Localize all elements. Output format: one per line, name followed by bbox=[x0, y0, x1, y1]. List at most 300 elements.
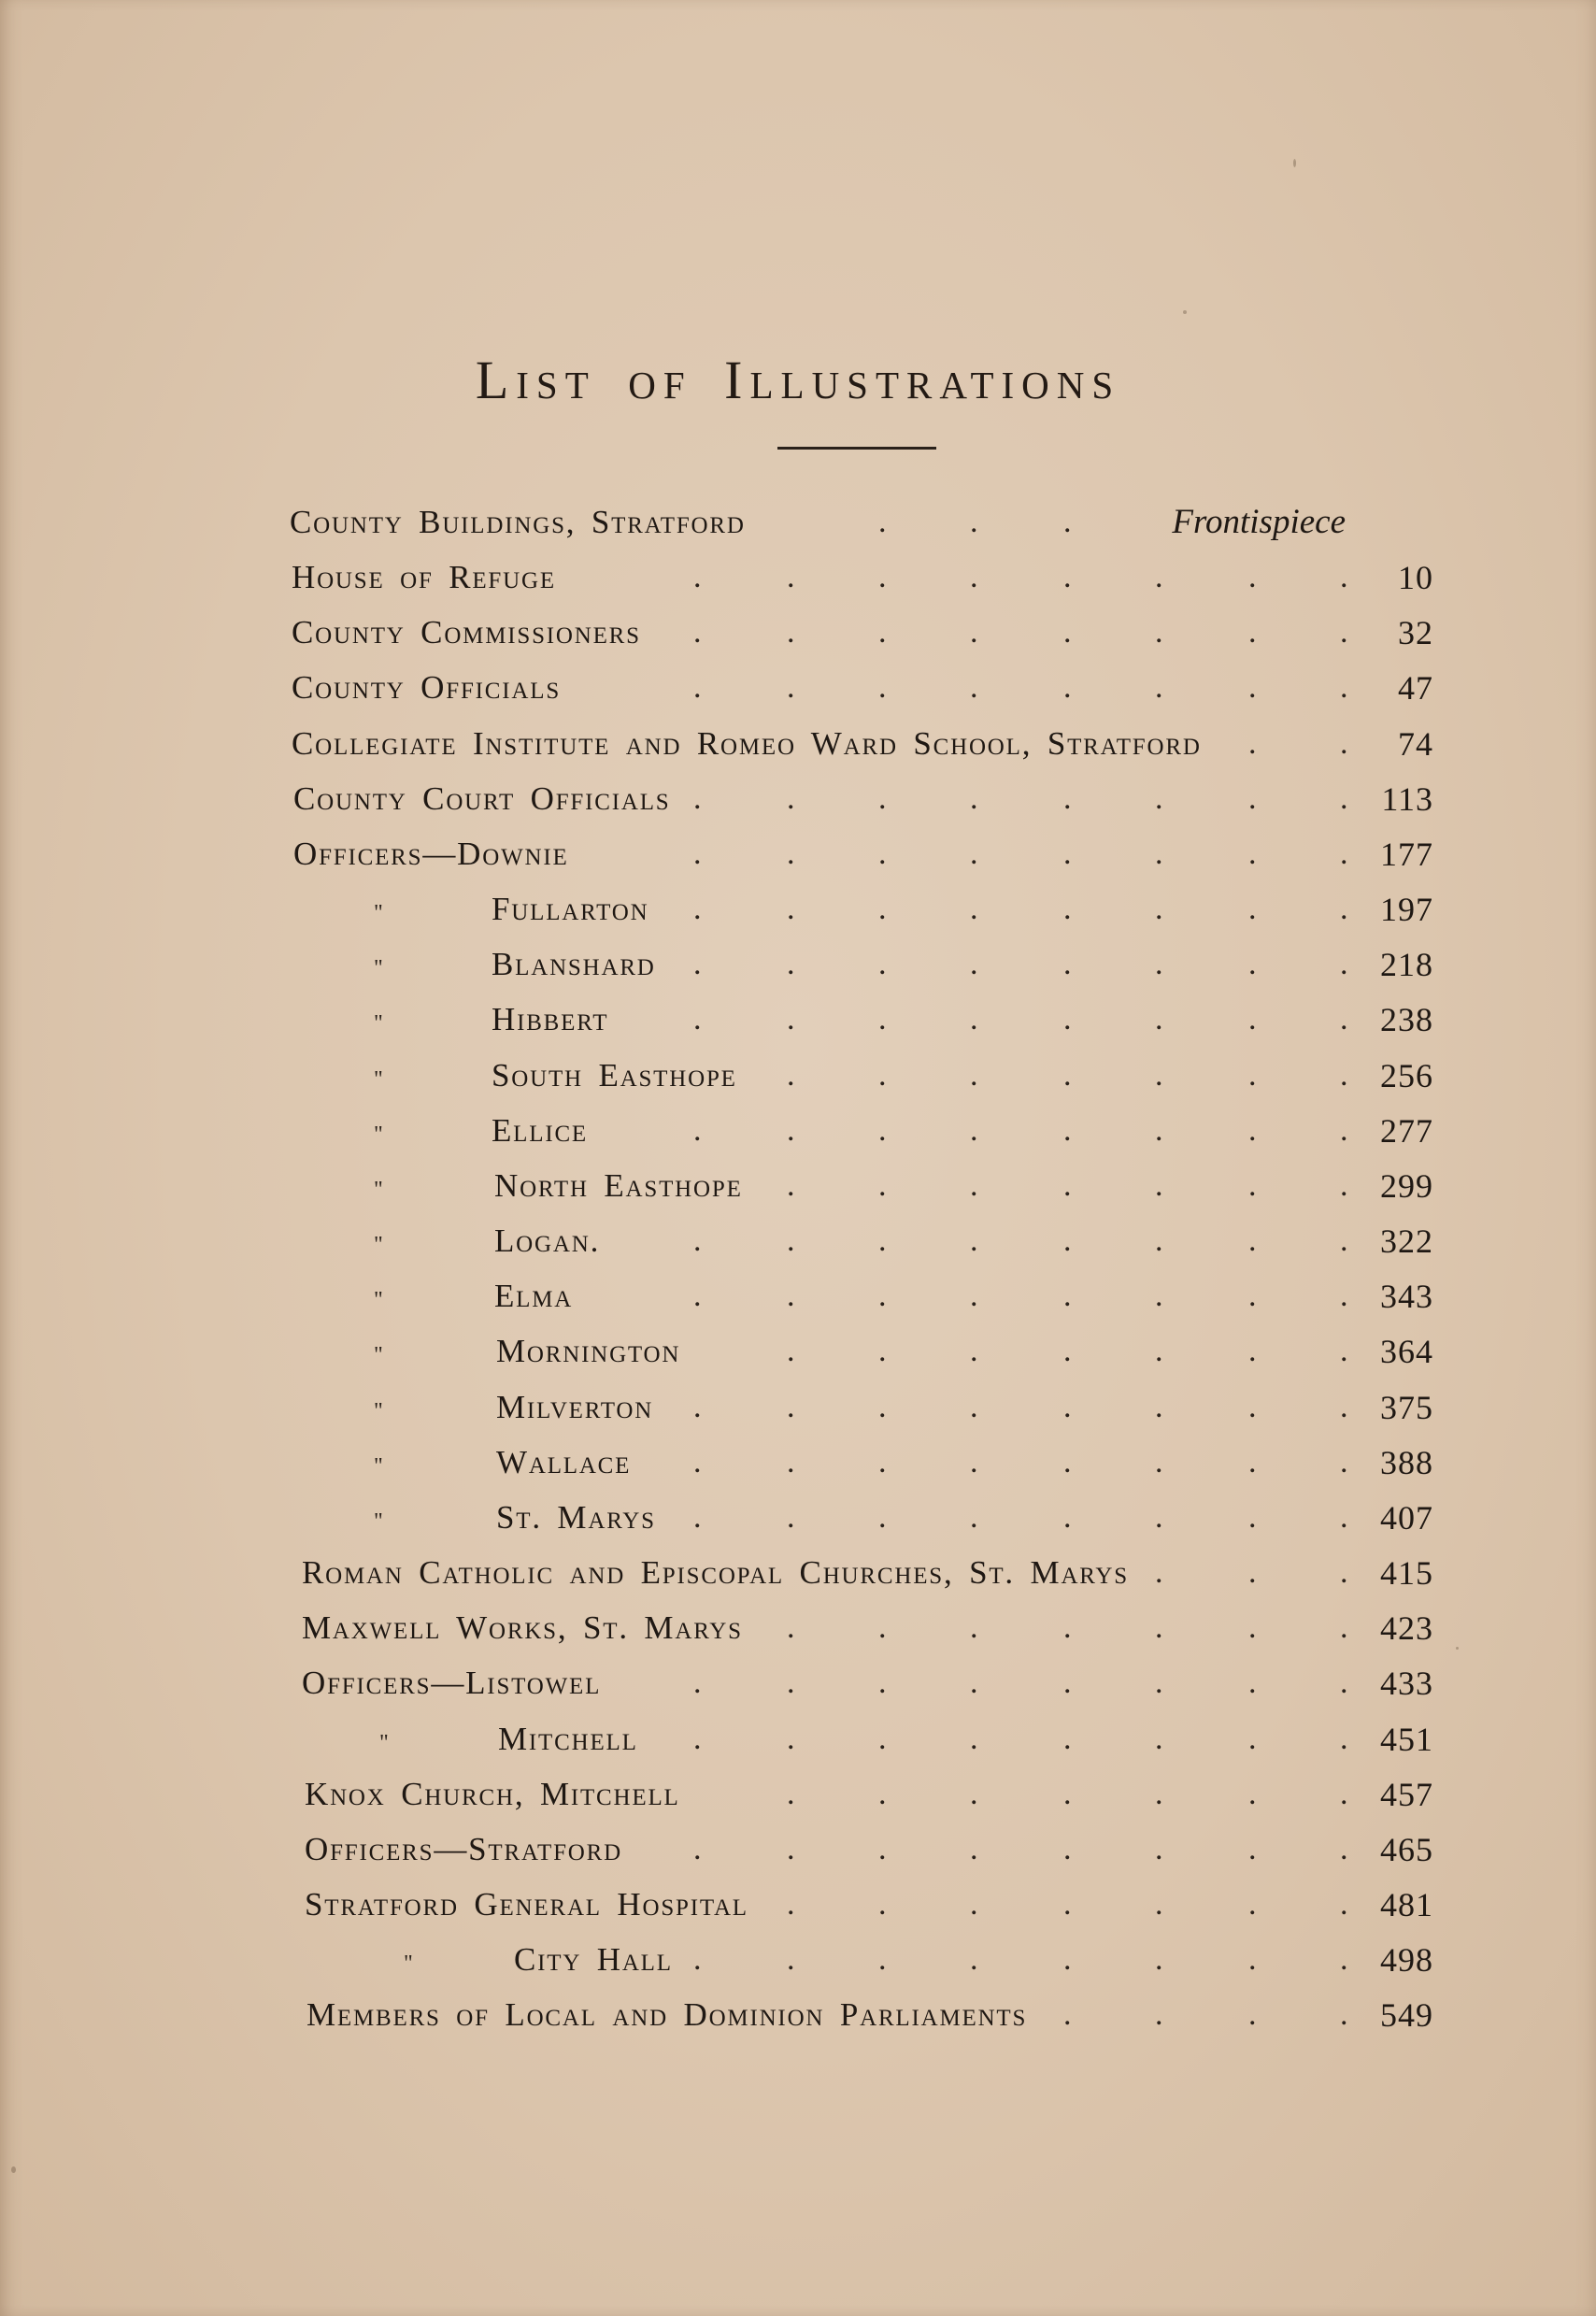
ditto-mark: " bbox=[374, 1178, 383, 1202]
leader-dot: . bbox=[878, 1500, 887, 1535]
leader-dot: . bbox=[1248, 1887, 1257, 1922]
leader-dot: . bbox=[1340, 1777, 1348, 1811]
list-item bbox=[0, 1992, 1596, 2038]
list-item bbox=[0, 1494, 1596, 1541]
page-title: List of Illustrations bbox=[475, 350, 1121, 410]
leader-dot: . bbox=[1340, 1113, 1348, 1148]
leader-dot: . bbox=[1155, 1168, 1163, 1203]
entry-title: Hibbert bbox=[492, 1001, 609, 1037]
leader-dot: . bbox=[1340, 726, 1348, 761]
leader-dot: . bbox=[693, 1002, 702, 1036]
leader-dot: . bbox=[787, 1168, 795, 1203]
leader-dot: . bbox=[970, 1942, 978, 1977]
leader-dot: . bbox=[1155, 1390, 1163, 1424]
leader-dot: . bbox=[787, 1832, 795, 1866]
leader-dot: . bbox=[878, 1279, 887, 1313]
leader-dot: . bbox=[1063, 892, 1072, 926]
paper-speck bbox=[1456, 1647, 1459, 1650]
leader-dot: . bbox=[878, 781, 887, 816]
list-item bbox=[0, 1771, 1596, 1818]
leader-dot: . bbox=[878, 1058, 887, 1093]
leader-dot: . bbox=[1063, 1002, 1072, 1036]
entry-title: Collegiate Institute and Romeo Ward School, Stratford bbox=[292, 725, 1202, 762]
leader-dot: . bbox=[970, 1500, 978, 1535]
entry-title: County Court Officials bbox=[293, 780, 671, 817]
ditto-mark: " bbox=[379, 1731, 389, 1755]
leader-dot: . bbox=[878, 1113, 887, 1148]
entry-title: South Easthope bbox=[492, 1057, 737, 1094]
leader-dot: . bbox=[878, 892, 887, 926]
entry-title: St. Marys bbox=[496, 1499, 656, 1536]
page-number: 498 bbox=[1380, 1941, 1433, 1979]
list-item bbox=[0, 1218, 1596, 1265]
list-item bbox=[0, 1660, 1596, 1707]
leader-dot: . bbox=[787, 1279, 795, 1313]
leader-dot: . bbox=[1340, 836, 1348, 871]
ditto-mark: " bbox=[374, 1343, 383, 1367]
frontispiece-label: Frontispiece bbox=[1172, 503, 1346, 541]
leader-dot: . bbox=[1340, 1610, 1348, 1645]
list-item bbox=[0, 1716, 1596, 1763]
page-number: 457 bbox=[1380, 1776, 1433, 1813]
ditto-mark: " bbox=[374, 901, 383, 925]
entry-title: Members of Local and Dominion Parliaments bbox=[306, 1996, 1028, 2033]
leader-dot: . bbox=[1063, 1223, 1072, 1258]
leader-dot: . bbox=[787, 1445, 795, 1480]
page-number: 364 bbox=[1380, 1333, 1433, 1370]
leader-dot: . bbox=[787, 892, 795, 926]
leader-dot: . bbox=[1155, 1279, 1163, 1313]
leader-dot: . bbox=[878, 1390, 887, 1424]
leader-dot: . bbox=[1340, 1722, 1348, 1756]
leader-dot: . bbox=[970, 1610, 978, 1645]
leader-dot: . bbox=[1063, 1942, 1072, 1977]
leader-dot: . bbox=[1248, 781, 1257, 816]
leader-dot: . bbox=[970, 1445, 978, 1480]
leader-dot: . bbox=[1248, 1997, 1257, 2032]
list-item bbox=[0, 1881, 1596, 1928]
leader-dot: . bbox=[787, 836, 795, 871]
leader-dot: . bbox=[1063, 1279, 1072, 1313]
list-item bbox=[0, 886, 1596, 933]
leader-dot: . bbox=[693, 615, 702, 650]
entry-title: County Officials bbox=[292, 669, 562, 706]
page-number: 197 bbox=[1380, 891, 1433, 928]
page-number: 218 bbox=[1380, 946, 1433, 983]
page-number: 322 bbox=[1380, 1222, 1433, 1260]
list-item bbox=[0, 941, 1596, 988]
leader-dot: . bbox=[787, 560, 795, 594]
entry-title: Stratford General Hospital bbox=[305, 1886, 748, 1923]
leader-dot: . bbox=[693, 947, 702, 981]
leader-dot: . bbox=[1063, 670, 1072, 705]
leader-dot: . bbox=[787, 1223, 795, 1258]
entry-title: Milverton bbox=[496, 1389, 654, 1425]
leader-dot: . bbox=[1063, 836, 1072, 871]
leader-dot: . bbox=[878, 947, 887, 981]
entry-title: City Hall bbox=[514, 1941, 673, 1978]
ditto-mark: " bbox=[374, 1454, 383, 1479]
leader-dot: . bbox=[878, 1942, 887, 1977]
leader-dot: . bbox=[1340, 1002, 1348, 1036]
list-item bbox=[0, 1163, 1596, 1209]
page-number: 74 bbox=[1398, 725, 1433, 763]
leader-dot: . bbox=[1340, 892, 1348, 926]
leader-dot: . bbox=[1340, 1887, 1348, 1922]
leader-dot: . bbox=[970, 836, 978, 871]
leader-dot: . bbox=[1063, 1445, 1072, 1480]
leader-dot: . bbox=[693, 1445, 702, 1480]
leader-dot: . bbox=[1340, 1279, 1348, 1313]
ditto-mark: " bbox=[374, 1288, 383, 1312]
leader-dot: . bbox=[970, 1223, 978, 1258]
entry-title: Elma bbox=[494, 1278, 574, 1314]
leader-dot: . bbox=[878, 670, 887, 705]
page-number: 343 bbox=[1380, 1278, 1433, 1315]
leader-dot: . bbox=[1155, 1942, 1163, 1977]
entry-title: Blanshard bbox=[492, 946, 656, 982]
leader-dot: . bbox=[1155, 947, 1163, 981]
page-number: 481 bbox=[1380, 1886, 1433, 1923]
leader-dot: . bbox=[1340, 1058, 1348, 1093]
page-number: 388 bbox=[1380, 1444, 1433, 1481]
leader-dot: . bbox=[878, 1777, 887, 1811]
list-item bbox=[0, 776, 1596, 822]
leader-dot: . bbox=[970, 1168, 978, 1203]
leader-dot: . bbox=[878, 1168, 887, 1203]
leader-dot: . bbox=[1248, 947, 1257, 981]
leader-dot: . bbox=[1155, 1334, 1163, 1368]
list-item bbox=[0, 665, 1596, 711]
leader-dot: . bbox=[1248, 1113, 1257, 1148]
leader-dot: . bbox=[787, 1666, 795, 1700]
leader-dot: . bbox=[1340, 1500, 1348, 1535]
leader-dot: . bbox=[787, 1887, 795, 1922]
list-item bbox=[0, 1328, 1596, 1375]
leader-dot: . bbox=[1248, 1058, 1257, 1093]
leader-dot: . bbox=[1155, 1113, 1163, 1148]
leader-dot: . bbox=[693, 836, 702, 871]
leader-dot: . bbox=[1248, 1168, 1257, 1203]
leader-dot: . bbox=[1063, 947, 1072, 981]
leader-dot: . bbox=[693, 892, 702, 926]
entry-title: Officers—Listowel bbox=[302, 1665, 602, 1701]
leader-dot: . bbox=[1248, 1279, 1257, 1313]
leader-dot: . bbox=[1340, 1555, 1348, 1590]
ditto-mark: " bbox=[404, 1951, 413, 1976]
leader-dot: . bbox=[693, 1722, 702, 1756]
page-number: 113 bbox=[1381, 780, 1433, 818]
list-item bbox=[0, 1108, 1596, 1154]
leader-dot: . bbox=[1248, 1832, 1257, 1866]
page-number: 407 bbox=[1380, 1499, 1433, 1537]
leader-dot: . bbox=[1155, 892, 1163, 926]
leader-dot: . bbox=[878, 1832, 887, 1866]
leader-dot: . bbox=[1063, 560, 1072, 594]
leader-dot: . bbox=[693, 1390, 702, 1424]
leader-dot: . bbox=[1063, 1058, 1072, 1093]
list-item bbox=[0, 1550, 1596, 1596]
leader-dot: . bbox=[787, 1113, 795, 1148]
leader-dot: . bbox=[1155, 1722, 1163, 1756]
leader-dot: . bbox=[878, 1223, 887, 1258]
leader-dot: . bbox=[878, 505, 887, 539]
leader-dot: . bbox=[693, 560, 702, 594]
ditto-mark: " bbox=[374, 1122, 383, 1147]
list-item bbox=[0, 1605, 1596, 1651]
leader-dot: . bbox=[1248, 1500, 1257, 1535]
entry-title: Officers—Stratford bbox=[305, 1831, 622, 1867]
leader-dot: . bbox=[693, 1113, 702, 1148]
entry-title: Mitchell bbox=[498, 1721, 638, 1757]
paper-speck bbox=[11, 2166, 16, 2173]
leader-dot: . bbox=[1155, 1666, 1163, 1700]
entry-title: Logan. bbox=[494, 1222, 601, 1259]
leader-dot: . bbox=[1155, 1500, 1163, 1535]
leader-dot: . bbox=[787, 1058, 795, 1093]
leader-dot: . bbox=[787, 1777, 795, 1811]
leader-dot: . bbox=[1063, 1997, 1072, 2032]
page-number: 256 bbox=[1380, 1057, 1433, 1094]
leader-dot: . bbox=[878, 1334, 887, 1368]
leader-dot: . bbox=[693, 781, 702, 816]
list-item bbox=[0, 499, 1596, 546]
leader-dot: . bbox=[1063, 781, 1072, 816]
list-item bbox=[0, 554, 1596, 601]
list-item bbox=[0, 1273, 1596, 1320]
page-number: 375 bbox=[1380, 1389, 1433, 1426]
leader-dot: . bbox=[878, 1610, 887, 1645]
leader-dot: . bbox=[1340, 1832, 1348, 1866]
leader-dot: . bbox=[1248, 1390, 1257, 1424]
entry-title: Fullarton bbox=[492, 891, 649, 927]
leader-dot: . bbox=[1063, 505, 1072, 539]
leader-dot: . bbox=[1155, 615, 1163, 650]
ditto-mark: " bbox=[374, 1509, 383, 1534]
leader-dot: . bbox=[970, 1390, 978, 1424]
page-number: 299 bbox=[1380, 1167, 1433, 1205]
leader-dot: . bbox=[1155, 836, 1163, 871]
leader-dot: . bbox=[970, 1887, 978, 1922]
list-item bbox=[0, 831, 1596, 878]
leader-dot: . bbox=[1340, 1445, 1348, 1480]
paper-speck bbox=[1293, 159, 1296, 167]
leader-dot: . bbox=[878, 1445, 887, 1480]
leader-dot: . bbox=[970, 1722, 978, 1756]
page-number: 423 bbox=[1380, 1609, 1433, 1647]
leader-dot: . bbox=[970, 1002, 978, 1036]
page-number: 415 bbox=[1380, 1554, 1433, 1592]
leader-dot: . bbox=[1155, 781, 1163, 816]
leader-dot: . bbox=[970, 1058, 978, 1093]
paper-speck bbox=[1183, 310, 1187, 314]
leader-dot: . bbox=[787, 1610, 795, 1645]
leader-dot: . bbox=[1155, 1445, 1163, 1480]
leader-dot: . bbox=[693, 1942, 702, 1977]
leader-dot: . bbox=[1155, 1887, 1163, 1922]
leader-dot: . bbox=[1248, 836, 1257, 871]
leader-dot: . bbox=[1340, 670, 1348, 705]
leader-dot: . bbox=[787, 1500, 795, 1535]
leader-dot: . bbox=[787, 1722, 795, 1756]
leader-dot: . bbox=[970, 1666, 978, 1700]
leader-dot: . bbox=[1063, 1334, 1072, 1368]
leader-dot: . bbox=[1340, 781, 1348, 816]
entry-title: Officers—Downie bbox=[293, 836, 569, 872]
list-item bbox=[0, 609, 1596, 656]
leader-dot: . bbox=[1248, 726, 1257, 761]
leader-dot: . bbox=[1155, 1610, 1163, 1645]
entry-title: County Commissioners bbox=[292, 614, 641, 650]
leader-dot: . bbox=[970, 1777, 978, 1811]
page-number: 433 bbox=[1380, 1665, 1433, 1702]
list-item bbox=[0, 1052, 1596, 1099]
leader-dot: . bbox=[1248, 1334, 1257, 1368]
leader-dot: . bbox=[1248, 615, 1257, 650]
leader-dot: . bbox=[878, 1887, 887, 1922]
leader-dot: . bbox=[1248, 1610, 1257, 1645]
leader-dot: . bbox=[693, 1500, 702, 1535]
leader-dot: . bbox=[787, 1942, 795, 1977]
leader-dot: . bbox=[970, 781, 978, 816]
leader-dot: . bbox=[1340, 1168, 1348, 1203]
leader-dot: . bbox=[1248, 1002, 1257, 1036]
leader-dot: . bbox=[1155, 670, 1163, 705]
entry-title: Knox Church, Mitchell bbox=[305, 1776, 680, 1812]
list-item bbox=[0, 1937, 1596, 1983]
leader-dot: . bbox=[693, 1279, 702, 1313]
leader-dot: . bbox=[1063, 615, 1072, 650]
leader-dot: . bbox=[1063, 1610, 1072, 1645]
leader-dot: . bbox=[970, 615, 978, 650]
leader-dot: . bbox=[878, 560, 887, 594]
entry-title: County Buildings, Stratford bbox=[290, 504, 746, 540]
leader-dot: . bbox=[787, 947, 795, 981]
page-number: 177 bbox=[1380, 836, 1433, 873]
leader-dot: . bbox=[1248, 670, 1257, 705]
ditto-mark: " bbox=[374, 1011, 383, 1036]
entry-title: Mornington bbox=[496, 1333, 681, 1369]
leader-dot: . bbox=[970, 1334, 978, 1368]
page-number: 277 bbox=[1380, 1112, 1433, 1150]
leader-dot: . bbox=[1248, 1223, 1257, 1258]
entry-title: Ellice bbox=[492, 1112, 588, 1149]
leader-dot: . bbox=[1155, 1058, 1163, 1093]
leader-dot: . bbox=[878, 615, 887, 650]
leader-dot: . bbox=[1248, 560, 1257, 594]
page-number: 32 bbox=[1398, 614, 1433, 651]
leader-dot: . bbox=[1248, 1666, 1257, 1700]
ditto-mark: " bbox=[374, 1399, 383, 1423]
leader-dot: . bbox=[1340, 1666, 1348, 1700]
leader-dot: . bbox=[1063, 1500, 1072, 1535]
leader-dot: . bbox=[970, 892, 978, 926]
leader-dot: . bbox=[878, 836, 887, 871]
leader-dot: . bbox=[1063, 1113, 1072, 1148]
leader-dot: . bbox=[970, 505, 978, 539]
leader-dot: . bbox=[970, 947, 978, 981]
leader-dot: . bbox=[1063, 1168, 1072, 1203]
leader-dot: . bbox=[1248, 892, 1257, 926]
entry-title: House of Refuge bbox=[292, 559, 556, 595]
leader-dot: . bbox=[1155, 1223, 1163, 1258]
leader-dot: . bbox=[787, 1390, 795, 1424]
leader-dot: . bbox=[1340, 615, 1348, 650]
leader-dot: . bbox=[787, 1334, 795, 1368]
leader-dot: . bbox=[1063, 1666, 1072, 1700]
leader-dot: . bbox=[970, 1832, 978, 1866]
entry-title: Maxwell Works, St. Marys bbox=[302, 1609, 743, 1646]
list-item bbox=[0, 996, 1596, 1043]
entry-title: Roman Catholic and Episcopal Churches, St. Marys bbox=[302, 1554, 1129, 1591]
leader-dot: . bbox=[1155, 1832, 1163, 1866]
leader-dot: . bbox=[1340, 1223, 1348, 1258]
leader-dot: . bbox=[1155, 560, 1163, 594]
list-item bbox=[0, 721, 1596, 767]
leader-dot: . bbox=[878, 1722, 887, 1756]
page-number: 465 bbox=[1380, 1831, 1433, 1868]
leader-dot: . bbox=[787, 615, 795, 650]
leader-dot: . bbox=[1340, 1390, 1348, 1424]
list-item bbox=[0, 1384, 1596, 1431]
leader-dot: . bbox=[693, 1223, 702, 1258]
leader-dot: . bbox=[970, 670, 978, 705]
page-number: 238 bbox=[1380, 1001, 1433, 1038]
leader-dot: . bbox=[970, 560, 978, 594]
page-number: 47 bbox=[1398, 669, 1433, 707]
leader-dot: . bbox=[1063, 1832, 1072, 1866]
leader-dot: . bbox=[1248, 1942, 1257, 1977]
list-item bbox=[0, 1826, 1596, 1873]
page-number: 10 bbox=[1398, 559, 1433, 596]
entry-title: North Easthope bbox=[494, 1167, 743, 1204]
page-number: 451 bbox=[1380, 1721, 1433, 1758]
entry-title: Wallace bbox=[496, 1444, 632, 1480]
leader-dot: . bbox=[1063, 1390, 1072, 1424]
leader-dot: . bbox=[1248, 1722, 1257, 1756]
leader-dot: . bbox=[787, 781, 795, 816]
leader-dot: . bbox=[1063, 1887, 1072, 1922]
leader-dot: . bbox=[878, 1002, 887, 1036]
leader-dot: . bbox=[1340, 947, 1348, 981]
leader-dot: . bbox=[1248, 1445, 1257, 1480]
leader-dot: . bbox=[1340, 1997, 1348, 2032]
leader-dot: . bbox=[693, 670, 702, 705]
leader-dot: . bbox=[1155, 1997, 1163, 2032]
leader-dot: . bbox=[1248, 1777, 1257, 1811]
page-number: 549 bbox=[1380, 1996, 1433, 2034]
leader-dot: . bbox=[1340, 560, 1348, 594]
leader-dot: . bbox=[970, 1113, 978, 1148]
leader-dot: . bbox=[693, 1666, 702, 1700]
leader-dot: . bbox=[970, 1279, 978, 1313]
leader-dot: . bbox=[693, 1832, 702, 1866]
ditto-mark: " bbox=[374, 1233, 383, 1257]
leader-dot: . bbox=[1063, 1777, 1072, 1811]
leader-dot: . bbox=[787, 1002, 795, 1036]
list-item bbox=[0, 1439, 1596, 1486]
leader-dot: . bbox=[1155, 1555, 1163, 1590]
leader-dot: . bbox=[878, 1666, 887, 1700]
ditto-mark: " bbox=[374, 1067, 383, 1092]
ditto-mark: " bbox=[374, 956, 383, 980]
leader-dot: . bbox=[1063, 1722, 1072, 1756]
leader-dot: . bbox=[787, 670, 795, 705]
leader-dot: . bbox=[1340, 1334, 1348, 1368]
leader-dot: . bbox=[1155, 1777, 1163, 1811]
leader-dot: . bbox=[1248, 1555, 1257, 1590]
leader-dot: . bbox=[1155, 1002, 1163, 1036]
